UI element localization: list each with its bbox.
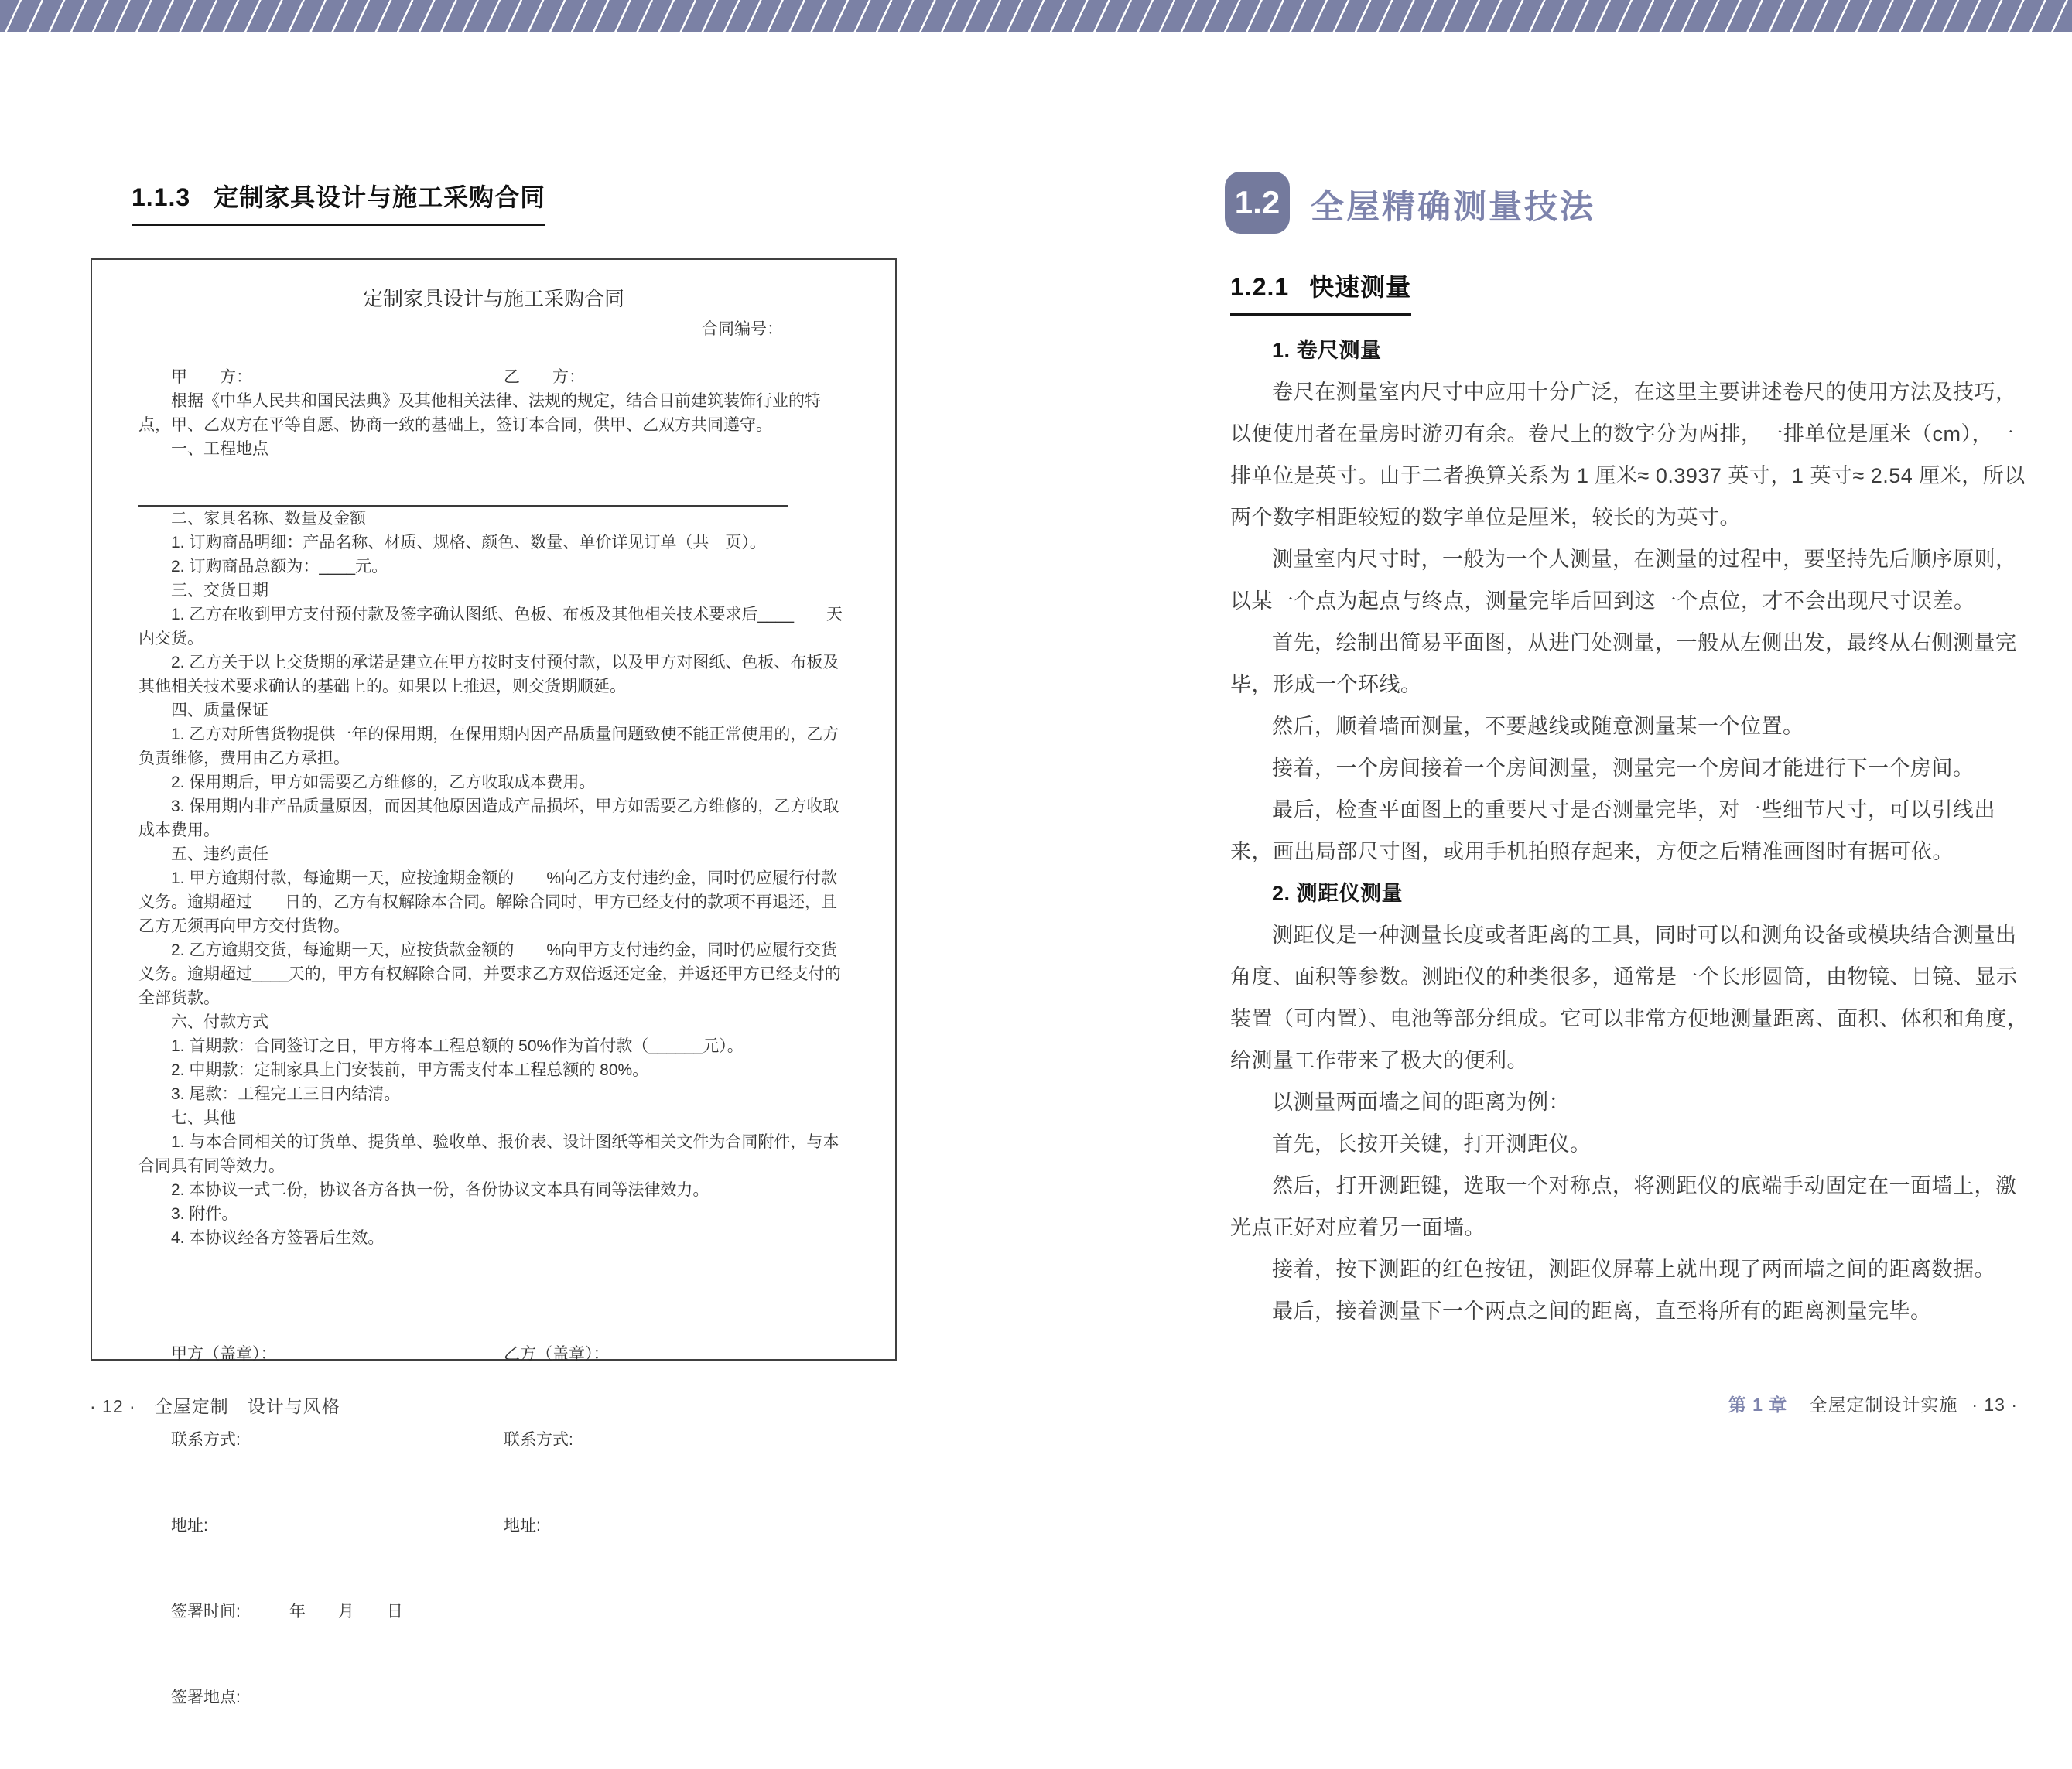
body-paragraph: 首先，绘制出简易平面图，从进门处测量，一般从左侧出发，最终从右侧测量完毕，形成一个环线。: [1230, 631, 2017, 696]
body-paragraph: 最后，接着测量下一个两点之间的距离，直至将所有的距离测量完毕。: [1272, 1299, 1932, 1323]
signature-party-a: [171, 1282, 504, 1769]
subsection-title: 快速测量: [1309, 273, 1412, 301]
party-b-label: 乙 方：: [504, 368, 585, 386]
contract-clause: 七、其他: [171, 1109, 236, 1127]
left-page-footer: [90, 1392, 340, 1418]
contract-blank-line: [138, 461, 849, 485]
body-paragraph: 然后，打开测距键，选取一个对称点，将测距仪的底端手动固定在一面墙上，激光点正好对应着另一面墙。: [1230, 1174, 2017, 1239]
contract-clause: 三、交货日期: [171, 582, 268, 599]
signature-party-b: [504, 1282, 849, 1769]
section-title-1-2: 全屋精确测量技法: [1311, 189, 1595, 226]
contract-clause: 2. 保用期后，甲方如需要乙方维修的，乙方收取成本费用。: [171, 774, 596, 791]
body-paragraph: 卷尺在测量室内尺寸中应用十分广泛，在这里主要讲述卷尺的使用方法及技巧，以便使用者在量房时游刃有余。卷尺上的数字分为两排，一排单位是厘米（cm），一排单位是英寸。由于二者换算关系为 1 厘米≈ 0.3937 英寸，1 英寸≈ 2.54 厘米，所以两个数字相距较短的数字单位是厘米，较长的为英寸。: [1230, 381, 2026, 529]
method-heading: 2. 测距仪测量: [1272, 882, 1404, 905]
body-paragraph: 接着，一个房间接着一个房间测量，测量完一个房间才能进行下一个房间。: [1272, 756, 1975, 780]
contract-clause: 一、工程地点: [171, 440, 268, 458]
contract-clause: 2. 订购商品总额为：____元。: [171, 558, 388, 575]
section-number-badge: 1.2: [1225, 172, 1290, 234]
body-paragraph: 接着，按下测距的红色按钮，测距仪屏幕上就出现了两面墙之间的距离数据。: [1272, 1258, 1995, 1281]
page-number: · 13 ·: [1971, 1395, 2018, 1415]
body-paragraph: 以测量两面墙之间的距离为例：: [1272, 1091, 1570, 1114]
book-title: 全屋定制 设计与风格: [154, 1396, 340, 1416]
contract-clause: 3. 保用期内非产品质量原因，而因其他原因造成产品损坏，甲方如需要乙方维修的，乙方收取成本费用。: [138, 797, 839, 839]
contract-title: 定制家具设计与施工采购合同: [362, 287, 624, 310]
contract-number-label: 合同编号：: [702, 320, 783, 338]
signature-line: 签署地点:: [171, 1689, 241, 1706]
section-heading-1-1-3: [132, 178, 545, 226]
contract-clause: 3. 附件。: [171, 1205, 238, 1223]
contract-clause: 3. 尾款：工程完工三日内结清。: [171, 1085, 401, 1103]
chapter-title: 全屋定制设计实施: [1809, 1395, 1958, 1415]
contract-clause: 1. 订购商品明细：产品名称、材质、规格、颜色、数量、单价详见订单（共 页）。: [171, 534, 766, 552]
signature-line: 地址:: [504, 1517, 541, 1535]
signature-line: 签署时间: 年 月 日: [171, 1603, 403, 1620]
right-page-body: [1230, 330, 2030, 1332]
contract-signature-block: [171, 1282, 849, 1769]
contract-clause: 2. 乙方关于以上交货期的承诺是建立在甲方按时支付预付款，以及甲方对图纸、色板、布板及其他相关技术要求确认的基础上的。如果以上推迟，则交货期顺延。: [138, 654, 839, 695]
signature-line: 乙方（盖章）：: [504, 1345, 610, 1363]
contract-clause: 根据《中华人民共和国民法典》及其他相关法律、法规的规定，结合目前建筑装饰行业的特点，甲、乙双方在平等自愿、协商一致的基础上，签订本合同，供甲、乙双方共同遵守。: [138, 392, 821, 434]
signature-line: 地址:: [171, 1517, 208, 1535]
contract-clause: 2. 中期款：定制家具上门安装前，甲方需支付本工程总额的 80%。: [171, 1061, 649, 1079]
page-number: · 12 ·: [90, 1396, 136, 1416]
contract-parties-line: [171, 365, 849, 389]
signature-line: 联系方式:: [171, 1431, 241, 1449]
contract-clause: 1. 与本合同相关的订货单、提货单、验收单、报价表、设计图纸等相关文件为合同附件，与本合同具有同等效力。: [138, 1133, 839, 1175]
signature-line: 联系方式:: [504, 1431, 573, 1449]
section-title: 定制家具设计与施工采购合同: [214, 183, 546, 211]
contract-clause: 2. 乙方逾期交货，每逾期一天，应按货款金额的 %向甲方支付违约金，同时仍应履行交货义务。逾期超过____天的，甲方有权解除合同，并要求乙方双倍返还定金，并返还甲方已经支付的全部货款。: [138, 941, 841, 1007]
contract-clause: 1. 甲方逾期付款，每逾期一天，应按逾期金额的 %向乙方支付违约金，同时仍应履行付款义务。逾期超过 日的，乙方有权解除本合同。解除合同时，甲方已经支付的款项不再退还，且乙方无须再向甲方交付货物。: [138, 869, 838, 935]
contract-clause: 二、家具名称、数量及金额: [171, 510, 366, 528]
right-page-footer: [1728, 1391, 2018, 1416]
body-paragraph: 测量室内尺寸时，一般为一个人测量，在测量的过程中，要坚持先后顺序原则，以某一个点为起点与终点，测量完毕后回到这一个点位，才不会出现尺寸误差。: [1230, 548, 2017, 613]
contract-clause: 2. 本协议一式二份，协议各方各执一份，各份协议文本具有同等法律效力。: [171, 1181, 709, 1199]
contract-clause: 五、违约责任: [171, 845, 268, 863]
signature-line: 甲方（盖章）：: [171, 1345, 277, 1363]
contract-clause: 四、质量保证: [171, 702, 268, 719]
decorative-stripe-band: [0, 0, 2072, 32]
body-paragraph: 测距仪是一种测量长度或者距离的工具，同时可以和测角设备或模块结合测量出角度、面积等参数。测距仪的种类很多，通常是一个长形圆筒，由物镜、目镜、显示装置（可内置）、电池等部分组成。它可以非常方便地测量距离、面积、体积和角度，给测量工作带来了极大的便利。: [1230, 924, 2029, 1072]
contract-fill-in-line: [138, 485, 788, 507]
contract-clause: 六、付款方式: [171, 1013, 268, 1031]
subsection-heading-1-2-1: [1230, 268, 1411, 316]
body-paragraph: 最后，检查平面图上的重要尺寸是否测量完毕，对一些细节尺寸，可以引线出来，画出局部尺寸图，或用手机拍照存起来，方便之后精准画图时有据可依。: [1230, 798, 1995, 863]
body-paragraph: 首先，长按开关键，打开测距仪。: [1272, 1132, 1592, 1156]
section-number: 1.1.3: [132, 183, 191, 211]
contract-clause: 1. 首期款：合同签订之日，甲方将本工程总额的 50%作为首付款（______元）。: [171, 1037, 744, 1055]
party-a-label: 甲 方：: [171, 368, 252, 386]
chapter-label: 第 1 章: [1728, 1395, 1788, 1415]
subsection-number: 1.2.1: [1230, 273, 1290, 301]
contract-clause: 1. 乙方在收到甲方支付预付款及签字确认图纸、色板、布板及其他相关技术要求后____ 天内交货。: [138, 606, 843, 647]
body-paragraph: 然后，顺着墙面测量，不要越线或随意测量某一个位置。: [1272, 715, 1804, 738]
contract-clause: 4. 本协议经各方签署后生效。: [171, 1229, 385, 1247]
method-heading: 1. 卷尺测量: [1272, 339, 1382, 362]
contract-clause: 1. 乙方对所售货物提供一年的保用期，在保用期内因产品质量问题致使不能正常使用的，乙方负责维修，费用由乙方承担。: [138, 726, 839, 767]
